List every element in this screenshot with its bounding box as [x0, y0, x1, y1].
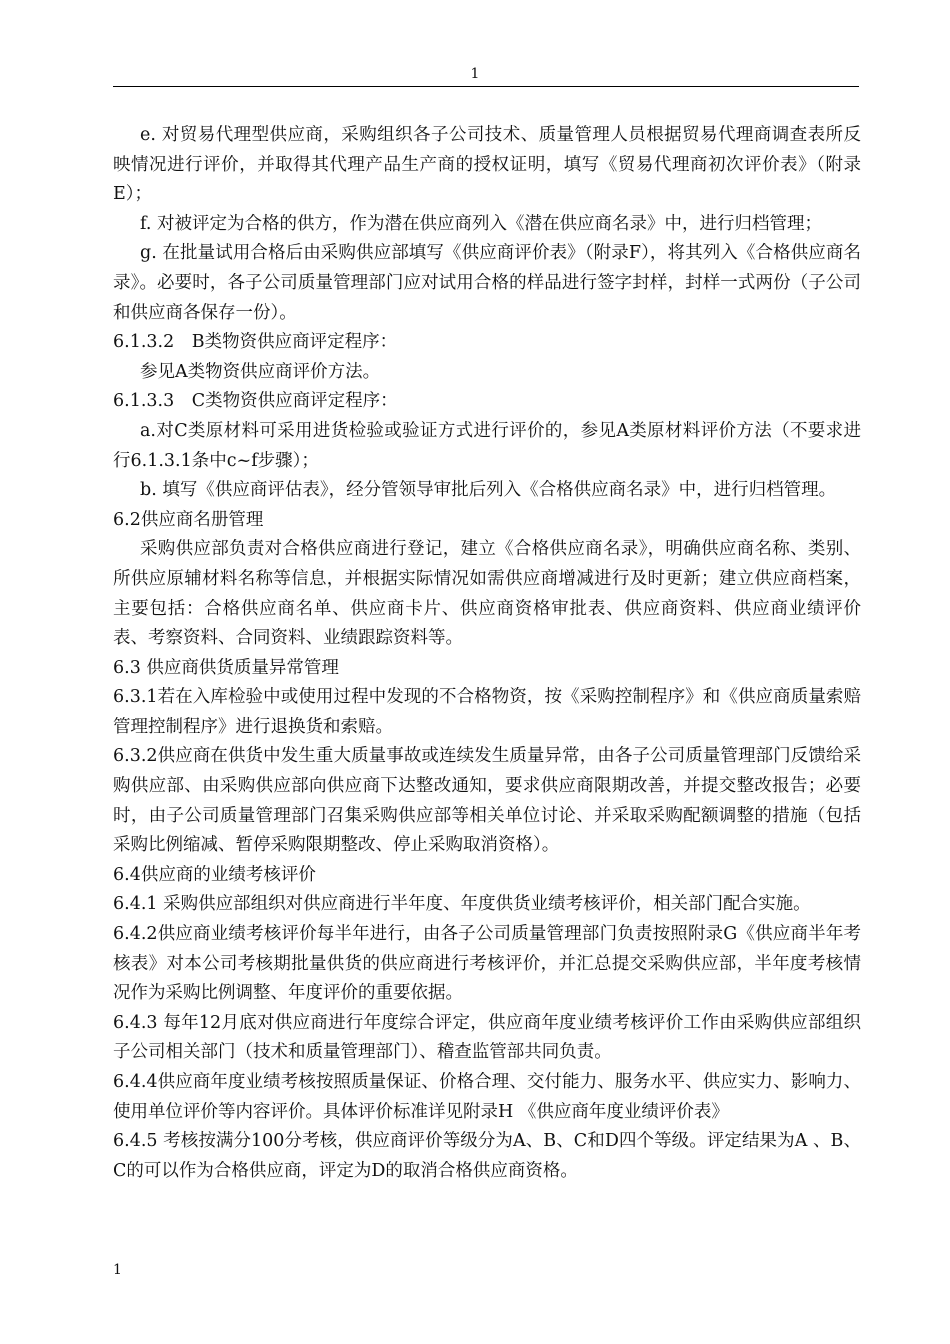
- item-e-paragraph: e. 对贸易代理型供应商，采购组织各子公司技术、质量管理人员根据贸易代理商调查表所反映情况进行评价，并取得其代理产品生产商的授权证明，填写《贸易代理商初次评价表》（附录E）；: [113, 125, 861, 205]
- item-f-paragraph: f. 对被评定为合格的供方，作为潜在供应商列入《潜在供应商名录》中，进行归档管理；: [140, 213, 822, 234]
- section-6-4-2-paragraph: 6.4.2供应商业绩考核评价每半年进行，由各子公司质量管理部门负责按照附录G《供应商半年考核表》对本公司考核期批量供货的供应商进行考核评价，并汇总提交采购供应部，半年度考核情况作为采购比例调整、年度评价的重要依据。: [113, 924, 861, 1004]
- header-rule: [113, 86, 859, 87]
- section-6-3-2-paragraph: 6.3.2供应商在供货中发生重大质量事故或连续发生质量异常，由各子公司质量管理部门反馈给采购供应部、由采购供应部向供应商下达整改通知，要求供应商限期改善，并提交整改报告；必要时，由子公司质量管理部门召集采购供应部等相关单位讨论、并采取采购配额调整的措施（包括采购比例缩减、暂停采购限期整改、停止采购取消资格）。: [113, 746, 861, 856]
- section-6-4-4-paragraph: 6.4.4供应商年度业绩考核按照质量保证、价格合理、交付能力、服务水平、供应实力、影响力、使用单位评价等内容评价。具体评价标准详见附录H 《供应商年度业绩评价表》: [113, 1072, 861, 1122]
- document-body: [113, 121, 861, 1186]
- section-6-3-heading: 6.3 供应商供货质量异常管理: [113, 657, 339, 678]
- header-page-number: 1: [470, 66, 480, 82]
- section-6-4-heading: 6.4供应商的业绩考核评价: [113, 864, 316, 885]
- section-6-4-5-paragraph: 6.4.5 考核按满分100分考核，供应商评价等级分为A、B、C和D四个等级。评定结果为A 、B、C的可以作为合格供应商，评定为D的取消合格供应商资格。: [113, 1131, 861, 1181]
- section-6-1-3-2-body: 参见A类物资供应商评价方法。: [140, 361, 381, 382]
- section-6-4-1-paragraph: 6.4.1 采购供应部组织对供应商进行半年度、年度供货业绩考核评价，相关部门配合实施。: [113, 894, 811, 915]
- item-b-paragraph: b. 填写《供应商评估表》，经分管领导审批后列入《合格供应商名录》中，进行归档管理。: [140, 480, 837, 501]
- section-6-4-3-paragraph: 6.4.3 每年12月底对供应商进行年度综合评定，供应商年度业绩考核评价工作由采购供应部组织子公司相关部门（技术和质量管理部门）、稽查监管部共同负责。: [113, 1012, 861, 1063]
- section-6-3-1-paragraph: 6.3.1若在入库检验中或使用过程中发现的不合格物资，按《采购控制程序》和《供应商质量索赔管理控制程序》进行退换货和索赔。: [113, 687, 861, 737]
- item-g-paragraph: g. 在批量试用合格后由采购供应部填写《供应商评价表》（附录F），将其列入《合格供应商名录》。必要时，各子公司质量管理部门应对试用合格的样品进行签字封样，封样一式两份（子公司和供应商各保存一份）。: [113, 243, 861, 323]
- section-6-2-body: 采购供应部负责对合格供应商进行登记，建立《合格供应商名录》，明确供应商名称、类别、所供应原辅材料名称等信息，并根据实际情况如需供应商增减进行及时更新；建立供应商档案，主要包括：合格供应商名单、供应商卡片、供应商资格审批表、供应商资料、供应商业绩评价表、考察资料、合同资料、业绩跟踪资料等。: [113, 539, 861, 649]
- section-6-1-3-3-heading: 6.1.3.3 C类物资供应商评定程序：: [113, 391, 398, 412]
- item-a-paragraph: a.对C类原材料可采用进货检验或验证方式进行评价的，参见A类原材料评价方法（不要求进行6.1.3.1条中c~f步骤）；: [113, 420, 861, 471]
- footer-page-number: 1: [113, 1262, 122, 1278]
- section-6-1-3-2-heading: 6.1.3.2 B类物资供应商评定程序：: [113, 332, 398, 353]
- section-6-2-heading: 6.2供应商名册管理: [113, 509, 264, 530]
